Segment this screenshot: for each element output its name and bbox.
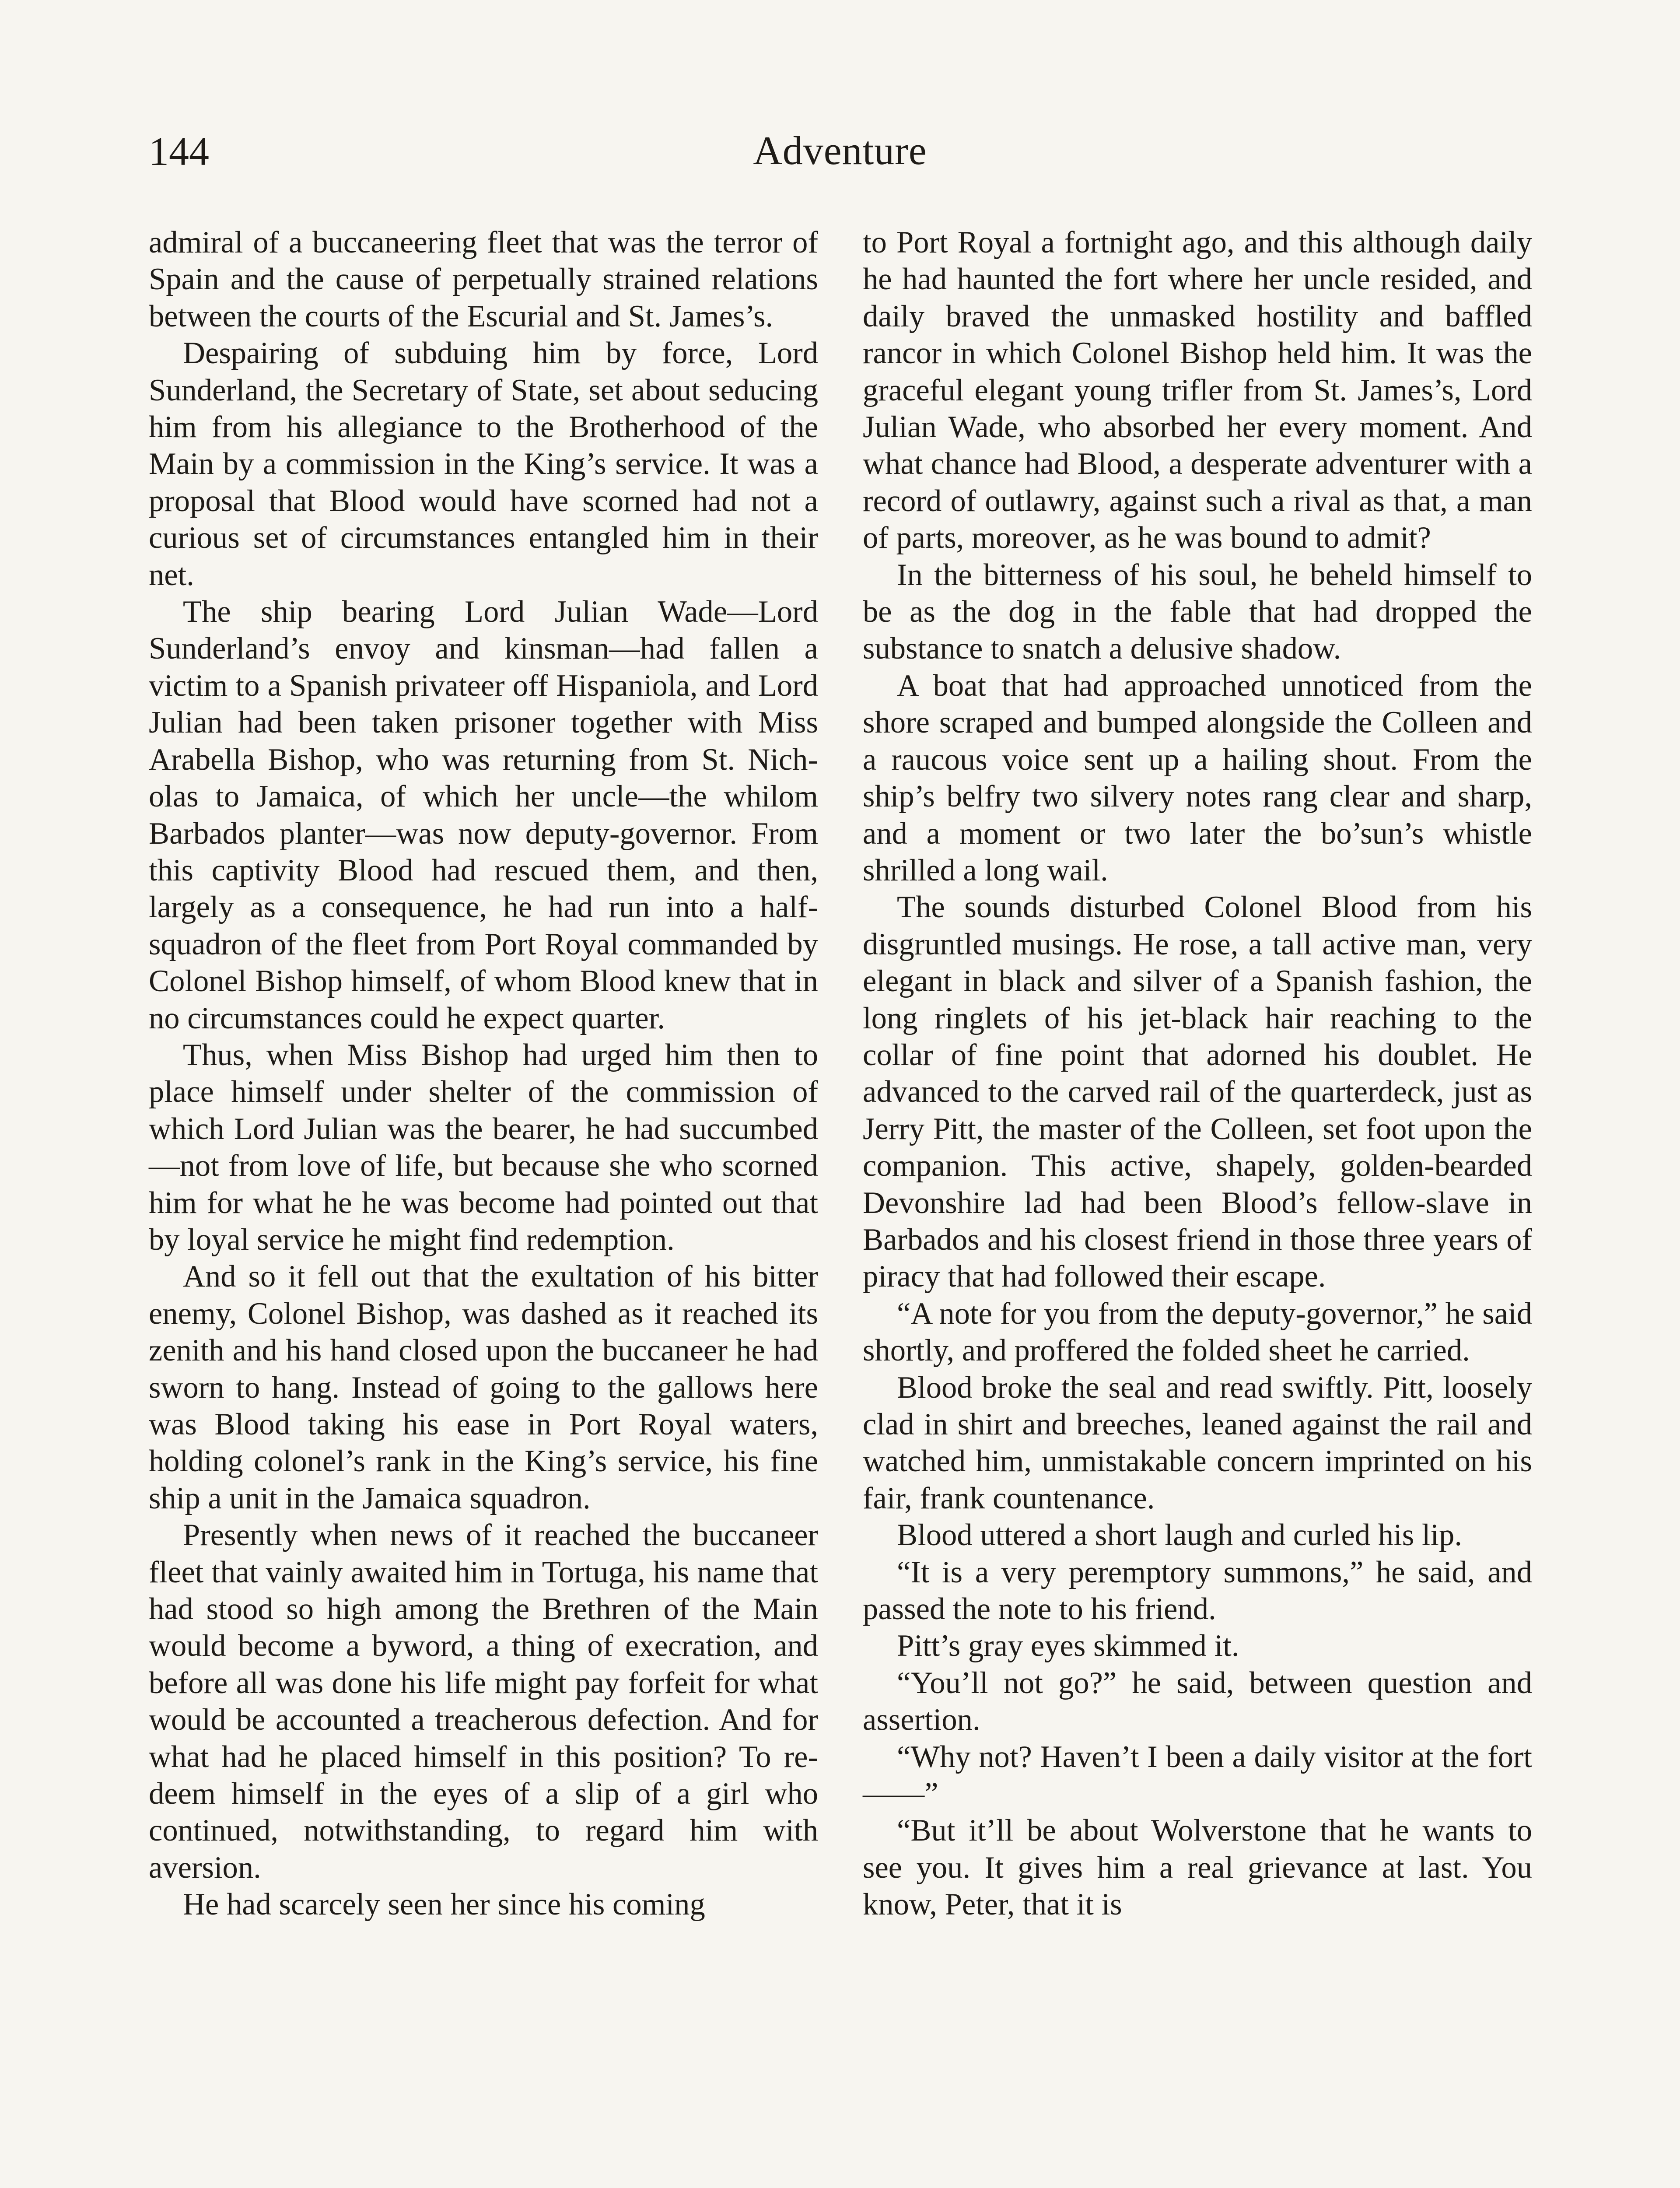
paragraph: “A note for you from the deputy-governor,” he said shortly, and proffered the folded sheet he carried. <box>863 1296 1532 1368</box>
paragraph: He had scarcely seen her since his coming <box>183 1887 705 1922</box>
right-text-column <box>863 224 1532 1923</box>
paragraph: Blood uttered a short laugh and curled his lip. <box>897 1518 1462 1553</box>
page-number: 144 <box>149 129 209 174</box>
paragraph: “It is a very peremptory summons,” he said, and passed the note to his friend. <box>863 1555 1532 1627</box>
paragraph: And so it fell out that the exultation of his bitter enemy, Colonel Bishop, was dashed as it reached its zenith and his hand closed upon the buccaneer he had sworn to hang. Instead of going to the gallows here was Blood taking his ease in Port Royal waters, holding colonel’s rank in the King’s service, his fine ship a unit in the Jamaica squadron. <box>149 1259 818 1515</box>
paragraph: “You’ll not go?” he said, between question and assertion. <box>863 1666 1532 1737</box>
paragraph: “Why not? Haven’t I been a daily visitor at the fort——” <box>863 1739 1532 1811</box>
paragraph: Despairing of subduing him by force, Lord Sunderland, the Secretary of State, set about seducing him from his allegiance to the Brotherhood of the Main by a commission in the King’s service. It was a proposal that Blood would have scorned had not a curious set of circumstances entangled him in their net. <box>149 336 818 592</box>
paragraph: A boat that had approached unnoticed from the shore scraped and bumped alongside the Colleen and a raucous voice sent up a hailing shout. From the ship’s belfry two silvery notes rang clear and sharp, and a moment or two later the bo’sun’s whistle shrilled a long wail. <box>863 668 1532 887</box>
paragraph: to Port Royal a fortnight ago, and this although daily he had haunted the fort where her uncle resided, and daily braved the unmasked hostility and baffled rancor in which Colonel Bishop held him. It was the graceful elegant young trifler from St. James’s, Lord Julian Wade, who absorbed her every moment. And what chance had Blood, a desperate adventurer with a record of outlawry, against such a rival as that, a man of parts, moreover, as he was bound to admit? <box>863 225 1532 555</box>
paragraph: Thus, when Miss Bishop had urged him then to place himself under shelter of the commission of which Lord Julian was the bearer, he had succumbed—not from love of life, but because she who scorned him for what he he was become had pointed out that by loyal service he might find redemption. <box>149 1038 818 1257</box>
paragraph: Pitt’s gray eyes skimmed it. <box>897 1629 1239 1663</box>
paragraph: “But it’ll be about Wolverstone that he wants to see you. It gives him a real grievance at last. You know, Peter, that it is <box>863 1813 1532 1922</box>
running-head: Adventure <box>753 128 927 173</box>
paragraph: The sounds disturbed Colonel Blood from his disgruntled musings. He rose, a tall active man, very elegant in black and silver of a Spanish fashion, the long ringlets of his jet-black hair reaching to the collar of fine point that adorned his doublet. He advanced to the carved rail of the quarterdeck, just as Jerry Pitt, the master of the Colleen, set foot upon the companion. This active, shapely, golden-bearded Devonshire lad had been Blood’s fellow-slave in Barbados and his closest friend in those three years of piracy that had followed their escape. <box>863 890 1532 1294</box>
paragraph: In the bitterness of his soul, he beheld himself to be as the dog in the fable that had dropped the substance to snatch a delusive shadow. <box>863 558 1532 666</box>
left-text-column <box>149 224 818 1923</box>
paragraph: Presently when news of it reached the buccaneer fleet that vainly awaited him in Tortuga, his name that had stood so high among the Brethren of the Main would become a byword, a thing of execration, and before all was done his life might pay forfeit for what would be accounted a treacherous defection. And for what had he placed himself in this position? To redeem himself in the eyes of a slip of a girl who continued, notwithstanding, to regard him with aversion. <box>149 1518 818 1885</box>
paragraph: Blood broke the seal and read swiftly. Pitt, loosely clad in shirt and breeches, leaned against the rail and watched him, unmistakable concern imprinted on his fair, frank countenance. <box>863 1370 1532 1515</box>
paragraph: admiral of a buccaneering fleet that was the terror of Spain and the cause of perpetually strained relations between the courts of the Escurial and St. James’s. <box>149 225 818 333</box>
paragraph: The ship bearing Lord Julian Wade—Lord Sunderland’s envoy and kinsman—had fallen a victim to a Spanish privateer off Hispaniola, and Lord Julian had been taken prisoner together with Miss Arabella Bishop, who was returning from St. Nicholas to Jamaica, of which her uncle—the whilom Barbados planter—was now deputy-governor. From this captivity Blood had rescued them, and then, largely as a consequence, he had run into a half-squadron of the fleet from Port Royal commanded by Colonel Bishop himself, of whom Blood knew that in no circumstances could he expect quarter. <box>149 595 818 1035</box>
